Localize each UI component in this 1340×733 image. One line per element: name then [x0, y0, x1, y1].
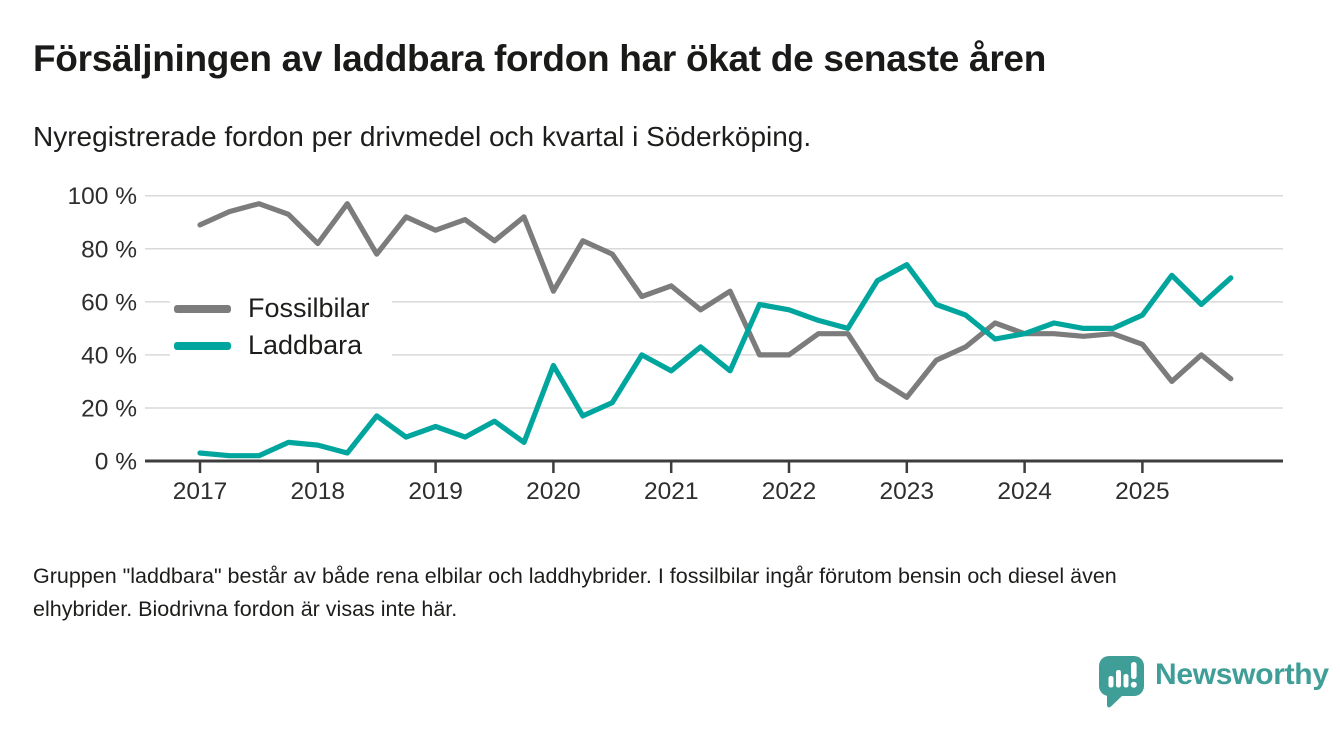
y-tick-label: 40 % — [81, 342, 137, 370]
y-axis-labels — [68, 183, 137, 475]
legend-label-laddbara: Laddbara — [248, 330, 363, 360]
newsworthy-wordmark: Newsworthy — [1155, 658, 1329, 691]
legend-item-laddbara — [174, 327, 370, 364]
x-axis — [145, 461, 1283, 505]
chart-subtitle: Nyregistrerade fordon per drivmedel och kvartal i Söderköping. — [33, 121, 812, 152]
x-tick-label: 2025 — [1115, 478, 1170, 505]
x-tick-label: 2017 — [172, 478, 228, 505]
footnote — [33, 560, 1263, 626]
x-tick-label: 2018 — [290, 478, 346, 505]
x-tick-label: 2019 — [408, 478, 463, 505]
footnote-line-2: elhybrider. Biodrivna fordon är visas inte här. — [33, 597, 458, 621]
newsworthy-icon — [1098, 655, 1145, 709]
legend-label-fossilbilar: Fossilbilar — [248, 293, 370, 323]
x-tick-label: 2022 — [761, 478, 817, 505]
x-tick-label: 2024 — [997, 478, 1052, 505]
legend — [170, 288, 392, 370]
x-tick-label: 2021 — [643, 478, 699, 505]
legend-swatch-laddbara — [174, 342, 231, 350]
y-tick-label: 100 % — [67, 183, 137, 211]
legend-item-fossilbilar — [174, 290, 370, 327]
y-tick-label: 80 % — [81, 236, 137, 264]
y-tick-label: 0 % — [94, 448, 137, 476]
y-tick-label: 20 % — [81, 395, 137, 423]
newsworthy-logo[interactable] — [1098, 655, 1329, 709]
legend-swatch-fossilbilar — [174, 305, 231, 313]
chart-title: Försäljningen av laddbara fordon har ökat de senaste åren — [33, 38, 1047, 79]
x-tick-label: 2020 — [526, 478, 581, 505]
footnote-line-1: Gruppen "laddbara" består av både rena elbilar och laddhybrider. I fossilbilar ingår förutom bensin och diesel även — [33, 564, 1117, 588]
y-tick-label: 60 % — [81, 289, 137, 317]
x-tick-label: 2023 — [879, 478, 935, 505]
